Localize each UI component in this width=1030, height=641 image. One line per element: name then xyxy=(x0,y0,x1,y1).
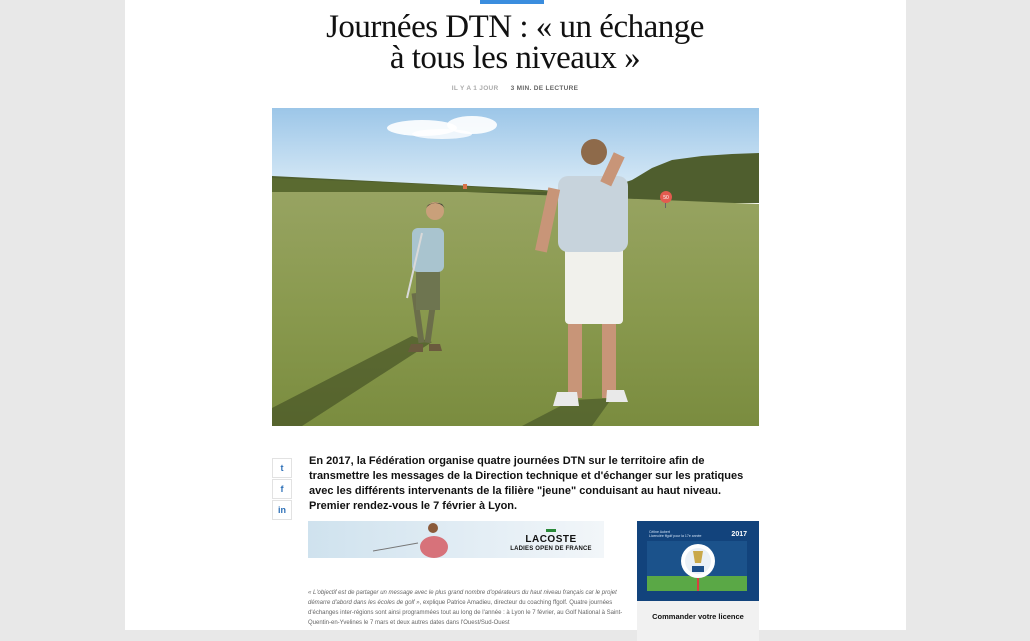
article-body xyxy=(308,588,623,628)
twitter-icon: t xyxy=(280,463,284,473)
licence-card[interactable] xyxy=(637,521,759,641)
article-title xyxy=(0,9,1030,76)
article-title-line-1: Journées DTN : « un échange xyxy=(326,9,704,45)
body-quote: « L'objectif est de partager un message avec le plus grand nombre d'opérateurs du haut niveau français car le projet démarre d'abord dans les écoles de golf » xyxy=(308,590,617,606)
lacoste-ad-banner[interactable] xyxy=(308,521,604,558)
licence-card-title[interactable]: Commander votre licence xyxy=(652,612,744,621)
article-meta xyxy=(0,85,1030,92)
category-tab[interactable] xyxy=(480,0,544,4)
card-year: 2017 xyxy=(731,531,747,538)
linkedin-share-button[interactable] xyxy=(272,500,292,520)
brand-tagline: LADIES OPEN DE FRANCE xyxy=(510,546,592,552)
brand-name: LACOSTE xyxy=(525,534,577,545)
reading-time: 3 MIN. DE LECTURE xyxy=(510,85,579,92)
body-rest: Quatre journées d'échanges inter-régions sont ainsi programmées tout au long de l'année : à Lyon le 7 février, au Golf National à Saint-Quentin-en-Yvelines le 7 mars et deux autres dates dans l'Ouest/Sud-Ouest xyxy=(308,600,623,626)
article-lead: En 2017, la Fédération organise quatre journées DTN sur le territoire afin de transmettre les messages de la Direction technique et d'échanger sur les pratiques avec les différents intervenants de la filière "jeune" conduisant au haut niveau. Premier rendez-vous le 7 février à Lyon. xyxy=(309,455,744,512)
linkedin-icon: in xyxy=(278,505,286,515)
facebook-icon: f xyxy=(280,484,284,494)
lacoste-brand xyxy=(506,526,596,554)
ryder-cup-graphic xyxy=(637,521,759,601)
facebook-share-button[interactable] xyxy=(272,479,292,499)
hero-image xyxy=(272,108,759,426)
card-small-text: Céline Aubert Licenciée ffgolf pour la 17e année xyxy=(649,530,702,538)
publish-date: IL Y A 1 JOUR xyxy=(451,85,499,92)
golf-course-photo xyxy=(272,108,759,426)
twitter-share-button[interactable] xyxy=(272,458,292,478)
body-quote-attribution: , explique Patrice Amadieu, directeur du coaching ffgolf. xyxy=(419,600,568,606)
crocodile-icon: ▬ xyxy=(546,524,556,535)
svg-text:50: 50 xyxy=(663,195,669,201)
licence-card-image xyxy=(637,521,759,601)
article-title-line-2: à tous les niveaux » xyxy=(389,40,641,76)
